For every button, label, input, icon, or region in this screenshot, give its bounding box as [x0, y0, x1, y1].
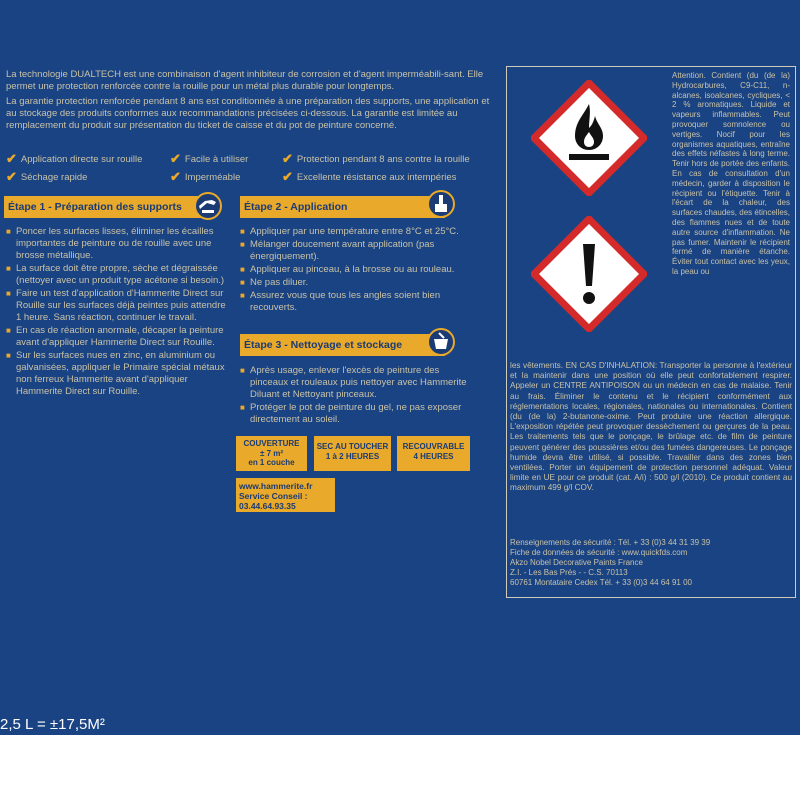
check-icon: ✔: [282, 151, 293, 166]
list-item: ■ Ne pas diluer.: [240, 277, 470, 289]
list-item: ■ Assurez vous que tous les angles soient bien recouverts.: [240, 290, 470, 314]
paint-can-icon: [427, 328, 455, 356]
check-icon: ✔: [282, 169, 293, 184]
intro-paragraph-2: La garantie protection renforcée pendant 8 ans est conditionnée à une préparation des supports, une application et au stockage des produits conformes aux recommandations précisées ci-dessous. La garantie est limitée au remplacement du produit sur présentation du ticket de caisse et du pot de peinture concerné.: [6, 96, 490, 131]
list-item: ■ Faire un test d'application d'Hammerite Direct sur Rouille sur les surfaces déjà peintes puis attendre 1 heure. Sans réaction, continuer le travail.: [6, 288, 226, 324]
safety-contact: Renseignements de sécurité : Tél. + 33 (0)3 44 31 39 39 Fiche de données de sécurité : www.quickfds.com Akzo Nobel Decorative Paints France Z.I. - Les Bas Prés - - C.S. 70113 60761 Montataire Cedex Tél. + 33 (0)3 44 64 91 00: [510, 538, 711, 587]
step2-list: [240, 226, 470, 315]
service-phone: 03.44.64.93.35: [239, 501, 296, 511]
list-item: ■ Poncer les surfaces lisses, éliminer les écailles importantes de peinture ou de rouille avec une brosse métallique.: [6, 226, 226, 262]
check-icon: ✔: [170, 151, 181, 166]
intro-paragraph-1: La technologie DUALTECH est une combinaison d'agent inhibiteur de corrosion et d'agent imperméabili-sant. Elle permet une protection renforcée contre la rouille pour un métal plus durable pour longtemps.: [6, 69, 484, 92]
list-item: ■ Protéger le pot de peinture du gel, ne pas exposer directement au soleil.: [240, 402, 470, 426]
check-icon: ✔: [6, 151, 17, 166]
check-icon: ✔: [6, 169, 17, 184]
feature-item: ✔ Séchage rapide: [6, 169, 88, 184]
step3-list: [240, 365, 470, 427]
feature-item: ✔ Application directe sur rouille: [6, 151, 143, 166]
step1-title: Étape 1 - Préparation des supports: [4, 196, 212, 218]
website-link[interactable]: www.hammerite.fr: [239, 481, 313, 491]
check-icon: ✔: [170, 169, 181, 184]
step3-title: Étape 3 - Nettoyage et stockage: [240, 334, 445, 356]
list-item: ■ Mélanger doucement avant application (pas énergiquement).: [240, 239, 470, 263]
list-item: ■ La surface doit être propre, sèche et dégraissée (nettoyer avec un produit type acétone si besoin.): [6, 263, 226, 287]
hand-sanding-icon: [194, 192, 222, 220]
list-item: ■ Sur les surfaces nues en zinc, en aluminium ou galvanisées, appliquer le Primaire spécial métaux non ferreux Hammerite avant d'appliquer Hammerite Direct sur Rouille.: [6, 350, 226, 398]
hazard-warning-text: les vêtements. EN CAS D'INHALATION: Transporter la personne à l'extérieur et la maintenir dans une position où elle peut confortablement respirer. Appeler un CENTRE ANTIPOISON ou un médecin en cas de malaise. Tenir au frais. Éliminer le contenu et le récipient conformément aux réglementations locales, régionales, nationales ou internationales. Contient (du (de la) 2-butanone-oxime. Peut produire une réaction allergique. L'exposition répétée peut provoquer dessèchement ou gerçures de la peau. Les traitements tels que le ponçage, le brûlage etc. de film de peinture peuvent générer des poussières et/ou des fumées dangereuses. Le ponçage humide devra être utilisé, si possible. Travailler dans des zones bien ventilées. Porter un équipement de protection personnel adéquat. Valeur limite en UE pour ce produit (cat. A/i) : 500 g/l (2010). Ce produit contient au maximum 499 g/l COV.: [510, 361, 792, 493]
feature-item: ✔ Imperméable: [170, 169, 241, 184]
hazard-warning-column: Attention. Contient (du (de la) Hydrocarbures, C9-C11, n-alcanes, isoalcanes, cycliques, < 2 % aromatiques. Liquide et vapeurs inflammables. Peut provoquer somnolence ou vertiges. Nocif pour les organismes aquatiques, entraîne des effets néfastes à long terme. Tenir hors de portée des enfants. En cas de consultation d'un médecin, garder à disposition le récipient ou l'étiquette. Tenir à l'écart de la chaleur, des surfaces chaudes, des étincelles, des flammes nues et de toute autre source d'inflammation. Ne pas fumer. Maintenir le récipient fermé de manière étanche. Éviter tout contact avec les yeux, la peau ou: [672, 71, 790, 276]
flame-hazard-icon: [531, 80, 647, 196]
feature-item: ✔ Facile à utiliser: [170, 151, 249, 166]
coverage-summary: 2,5 L = ±17,5M²: [0, 716, 105, 733]
intro-text: [6, 69, 501, 135]
feature-item: ✔ Protection pendant 8 ans contre la rouille: [282, 151, 470, 166]
list-item: ■ Appliquer par une température entre 8°C et 25°C.: [240, 226, 470, 238]
list-item: ■ En cas de réaction anormale, décaper la peinture avant d'appliquer Hammerite Direct sur Rouille.: [6, 325, 226, 349]
feature-item: ✔ Excellente résistance aux intempéries: [282, 169, 457, 184]
list-item: ■ Après usage, enlever l'excès de peinture des pinceaux et rouleaux puis nettoyer avec Hammerite Diluant et Nettoyant pinceaux.: [240, 365, 470, 401]
paintbrush-icon: [427, 190, 455, 218]
step2-title: Étape 2 - Application: [240, 196, 445, 218]
list-item: ■ Appliquer au pinceau, à la brosse ou au rouleau.: [240, 264, 470, 276]
coverage-box: COUVERTURE ± 7 m² en 1 couche: [236, 436, 307, 471]
step1-list: [6, 226, 226, 399]
recoat-time-box: RECOUVRABLE 4 HEURES: [397, 436, 470, 471]
exclamation-hazard-icon: [531, 216, 647, 332]
service-box: www.hammerite.fr Service Conseil : 03.44.64.93.35: [236, 478, 335, 512]
dry-time-box: SEC AU TOUCHER 1 à 2 HEURES: [314, 436, 391, 471]
